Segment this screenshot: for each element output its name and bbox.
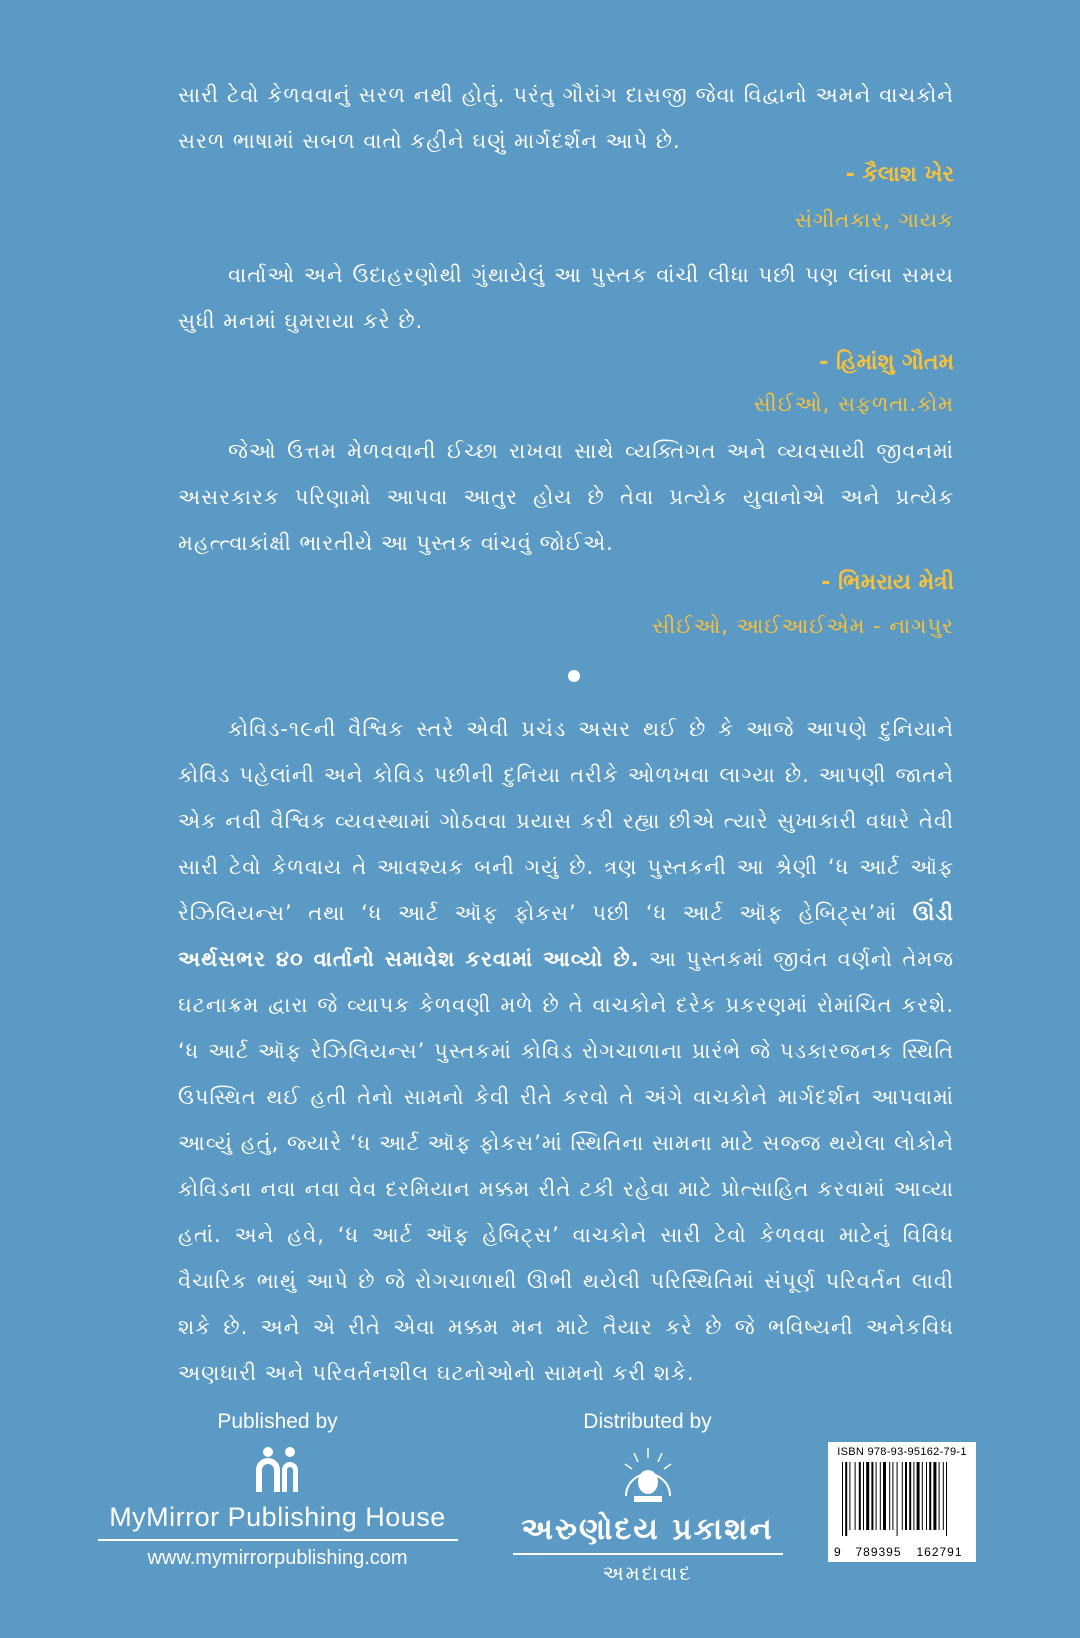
barcode-bar — [929, 1462, 931, 1530]
barcode-bar — [892, 1462, 893, 1530]
barcode-bar — [933, 1462, 936, 1530]
testimonial-1-role: સંગીતકાર, ગાયક — [795, 208, 954, 232]
barcode-bar — [897, 1462, 898, 1536]
barcode-bar — [943, 1462, 944, 1530]
distributor-city: અમદાવાદ — [602, 1561, 693, 1585]
barcode-bar — [905, 1462, 907, 1530]
testimonial-2-author: - હિમાંશુ ગૌતમ — [819, 350, 954, 375]
barcode-digits — [828, 1545, 976, 1559]
synopsis-part-1: કોવિડ-૧૯ની વૈશ્વિક સ્તરે એવી પ્રચંડ અસર થઈ છે કે આજે આપણે દુનિયાને કોવિડ પહેલાંની અને કોવિડ પછીની દુનિયા તરીકે ઓળખવા લાગ્યા છે. આપણી જાતને એક નવી વૈશ્વિક વ્યવસ્થામાં ગોઠવવા પ્રયાસ કરી રહ્યા છીએ ત્યારે સુખાકારી વધારે તેવી સારી ટેવો કેળવાય તે આવશ્યક બની ગયું છે. ત્રણ પુસ્તકની આ શ્રેણી ‘ધ આર્ટ ઑફ રેઝિલિયન્સ’ તથા ‘ધ આર્ટ ઑફ ફોકસ’ પછી ‘ધ આર્ટ ઑફ હેબિટ્સ’માં — [178, 717, 954, 925]
testimonial-3-role: સીઈઓ, આઈઆઈએમ - નાગપુર — [652, 614, 954, 638]
distributor-block — [500, 1410, 795, 1585]
barcode-digit-first: 9 — [834, 1545, 841, 1559]
barcode-digits-left: 789395 — [855, 1545, 902, 1559]
barcode-bar — [863, 1462, 864, 1530]
distributor-name: અરુણોદય પ્રકાશન — [521, 1512, 774, 1547]
publisher-url: www.mymirrorpublishing.com — [147, 1547, 408, 1569]
barcode-bar — [939, 1462, 940, 1530]
published-by-label: Published by — [217, 1410, 338, 1433]
barcode-bar — [842, 1462, 843, 1536]
barcode-bar — [859, 1462, 861, 1530]
arunoday-logo-icon — [620, 1444, 676, 1506]
testimonial-1-text: સારી ટેવો કેળવવાનું સરળ નથી હોતું. પરંતુ ગૌરાંગ દાસજી જેવા વિદ્વાનો અમને વાચકોને સરળ ભાષામાં સબળ વાતો કહીને ઘણું માર્ગદર્શન આપે છે. — [178, 83, 954, 153]
barcode-bar — [871, 1462, 873, 1530]
synopsis — [178, 706, 954, 1396]
separator-bullet — [568, 670, 580, 682]
barcode-bar — [849, 1462, 850, 1530]
barcode-bar — [902, 1462, 903, 1530]
isbn-barcode — [828, 1442, 976, 1562]
barcode-bar — [866, 1462, 869, 1530]
distributed-by-label: Distributed by — [583, 1410, 712, 1433]
publisher-block — [90, 1410, 465, 1570]
testimonial-2-text: વાર્તાઓ અને ઉદાહરણોથી ગુંથાયેલું આ પુસ્તક વાંચી લીધા પછી પણ લાંબા સમય સુધી મનમાં ઘુમરાયા કરે છે. — [178, 263, 954, 333]
barcode-bar — [917, 1462, 920, 1530]
barcode-bar — [845, 1462, 847, 1536]
barcode-bar — [946, 1462, 947, 1536]
testimonial-3-text: જેઓ ઉત્તમ મેળવવાની ઈચ્છા રાખવા સાથે વ્યક્તિગત અને વ્યવસાયી જીવનમાં અસરકારક પરિણામો આપવા આતુર હોય છે તેવા પ્રત્યેક યુવાનોએ અને પ્રત્યેક મહત્ત્વાકાંક્ષી ભારતીયે આ પુસ્તક વાંચવું જોઈએ. — [178, 439, 954, 555]
mymirror-logo-icon — [248, 1444, 308, 1494]
synopsis-highlight: ઊંડી અર્થસભર ૪૦ વાર્તાનો સમાવેશ કરવામાં આવ્યો છે. — [178, 901, 954, 971]
testimonial-3-author: - ભિમરાય મેત્રી — [821, 570, 954, 595]
barcode-bar — [880, 1462, 881, 1530]
testimonial-2-role: સીઈઓ, સફળતા.કોમ — [753, 392, 954, 416]
barcode-bar — [876, 1462, 877, 1530]
barcode-bar — [889, 1462, 890, 1530]
barcode-bar — [926, 1462, 927, 1530]
publisher-divider — [98, 1539, 458, 1541]
barcode-bar — [883, 1462, 886, 1530]
publisher-name: MyMirror Publishing House — [109, 1502, 446, 1532]
barcode-bar — [913, 1462, 914, 1530]
barcode-bar — [855, 1462, 856, 1530]
isbn-label: ISBN 978-93-95162-79-1 — [837, 1446, 967, 1458]
distributor-divider — [513, 1553, 783, 1555]
testimonial-1-author: - કૈલાશ ખેર — [845, 162, 954, 187]
barcode-bar — [922, 1462, 923, 1530]
barcode-bars — [836, 1460, 968, 1538]
barcode-bar — [909, 1462, 911, 1530]
synopsis-part-2: આ પુસ્તકમાં જીવંત વર્ણનો તેમજ ઘટનાક્રમ દ્વારા જે વ્યાપક કેળવણી મળે છે તે વાચકોને દરેક પ્રકરણમાં રોમાંચિત કરશે. ‘ધ આર્ટ ઑફ રેઝિલિયન્સ’ પુસ્તકમાં કોવિડ રોગચાળાના પ્રારંભે જે પડકારજનક સ્થિતિ ઉપસ્થિત થઈ હતી તેનો સામનો કેવી રીતે કરવો તે અંગે વાચકોને માર્ગદર્શન આપવામાં આવ્યું હતું, જ્યારે ‘ધ આર્ટ ઑફ ફોકસ’માં સ્થિતિના સામના માટે સજ્જ થયેલા લોકોને કોવિડના નવા નવા વેવ દરમિયાન મક્કમ રીતે ટકી રહેવા માટે પ્રોત્સાહિત કરવામાં આવ્યા હતાં. અને હવે, ‘ધ આર્ટ ઑફ હેબિટ્સ’ વાચકોને સારી ટેવો કેળવવા માટેનું વિવિધ વૈચારિક ભાથું આપે છે જે રોગચાળાથી ઊભી થયેલી પરિસ્થિતિમાં સંપૂર્ણ પરિવર્તન લાવી શકે છે. અને એ રીતે એવા મક્કમ મન માટે તૈયાર કરે છે જે ભવિષ્યની અનેકવિધ અણધારી અને પરિવર્તનશીલ ઘટનોઓનો સામનો કરી શકે. — [178, 947, 954, 1385]
barcode-digits-right: 162791 — [916, 1545, 963, 1559]
